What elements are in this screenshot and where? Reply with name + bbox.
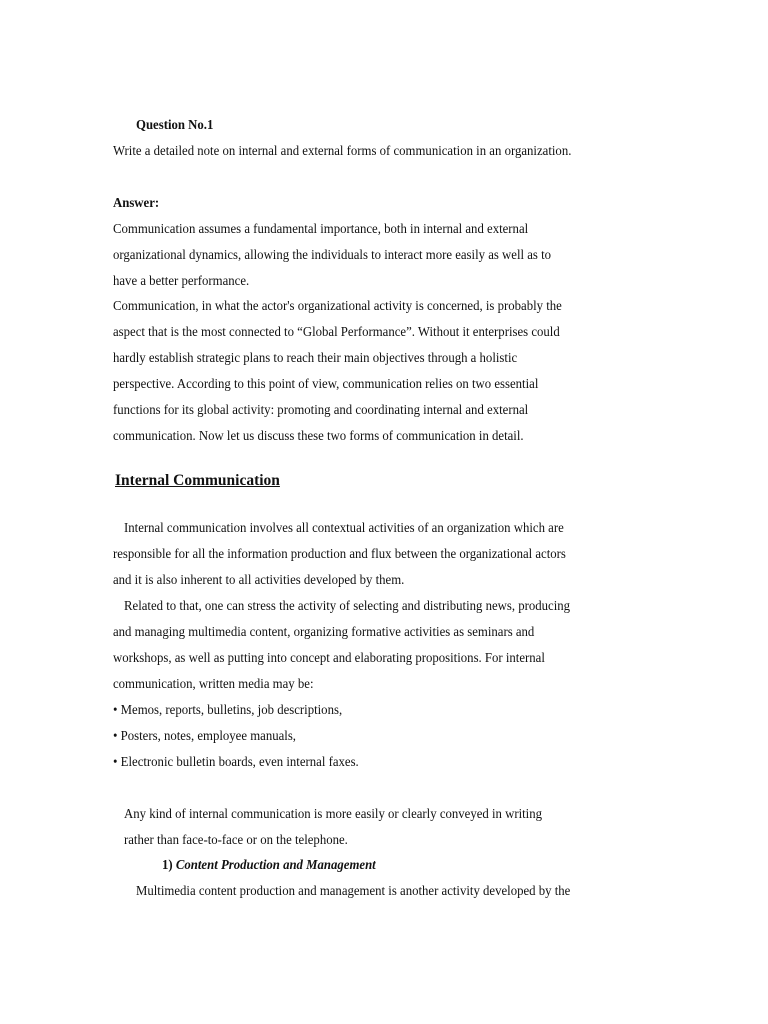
answer-label: Answer:	[113, 195, 160, 210]
answer-line: have a better performance.	[113, 273, 250, 288]
internal-line: communication, written media may be:	[113, 676, 314, 691]
section-heading-internal-communication: Internal Communication	[115, 472, 280, 489]
final-line: Multimedia content production and management is another activity developed by the	[136, 883, 571, 898]
answer-line: communication. Now let us discuss these two forms of communication in detail.	[113, 428, 524, 443]
answer-line: Communication assumes a fundamental importance, both in internal and external	[113, 221, 529, 236]
internal-line: responsible for all the information production and flux between the organizational actors	[113, 546, 566, 561]
closing-line: rather than face-to-face or on the telephone.	[124, 832, 348, 847]
answer-line: aspect that is the most connected to “Global Performance”. Without it enterprises could	[113, 324, 560, 339]
bullet-item: • Electronic bulletin boards, even internal faxes.	[113, 754, 359, 769]
subsection-heading	[162, 856, 376, 874]
bullet-item: • Posters, notes, employee manuals,	[113, 728, 296, 743]
answer-line: perspective. According to this point of view, communication relies on two essential	[113, 376, 539, 391]
internal-line: workshops, as well as putting into concept and elaborating propositions. For internal	[113, 650, 545, 665]
bullet-item: • Memos, reports, bulletins, job descriptions,	[113, 702, 343, 717]
answer-line: organizational dynamics, allowing the individuals to interact more easily as well as to	[113, 247, 552, 262]
subsection-number: 1)	[162, 857, 173, 872]
closing-line: Any kind of internal communication is more easily or clearly conveyed in writing	[124, 806, 543, 821]
internal-line: and it is also inherent to all activities developed by them.	[113, 572, 405, 587]
question-title: Question No.1	[136, 117, 214, 132]
answer-line: functions for its global activity: promoting and coordinating internal and external	[113, 402, 529, 417]
question-prompt: Write a detailed note on internal and external forms of communication in an organization.	[113, 143, 572, 158]
internal-line: Related to that, one can stress the activity of selecting and distributing news, producing	[124, 598, 571, 613]
answer-line: hardly establish strategic plans to reach their main objectives through a holistic	[113, 350, 518, 365]
subsection-title: Content Production and Management	[175, 857, 376, 872]
internal-line: Internal communication involves all contextual activities of an organization which are	[124, 520, 564, 535]
internal-line: and managing multimedia content, organizing formative activities as seminars and	[113, 624, 535, 639]
answer-line: Communication, in what the actor's organizational activity is concerned, is probably the	[113, 298, 562, 313]
